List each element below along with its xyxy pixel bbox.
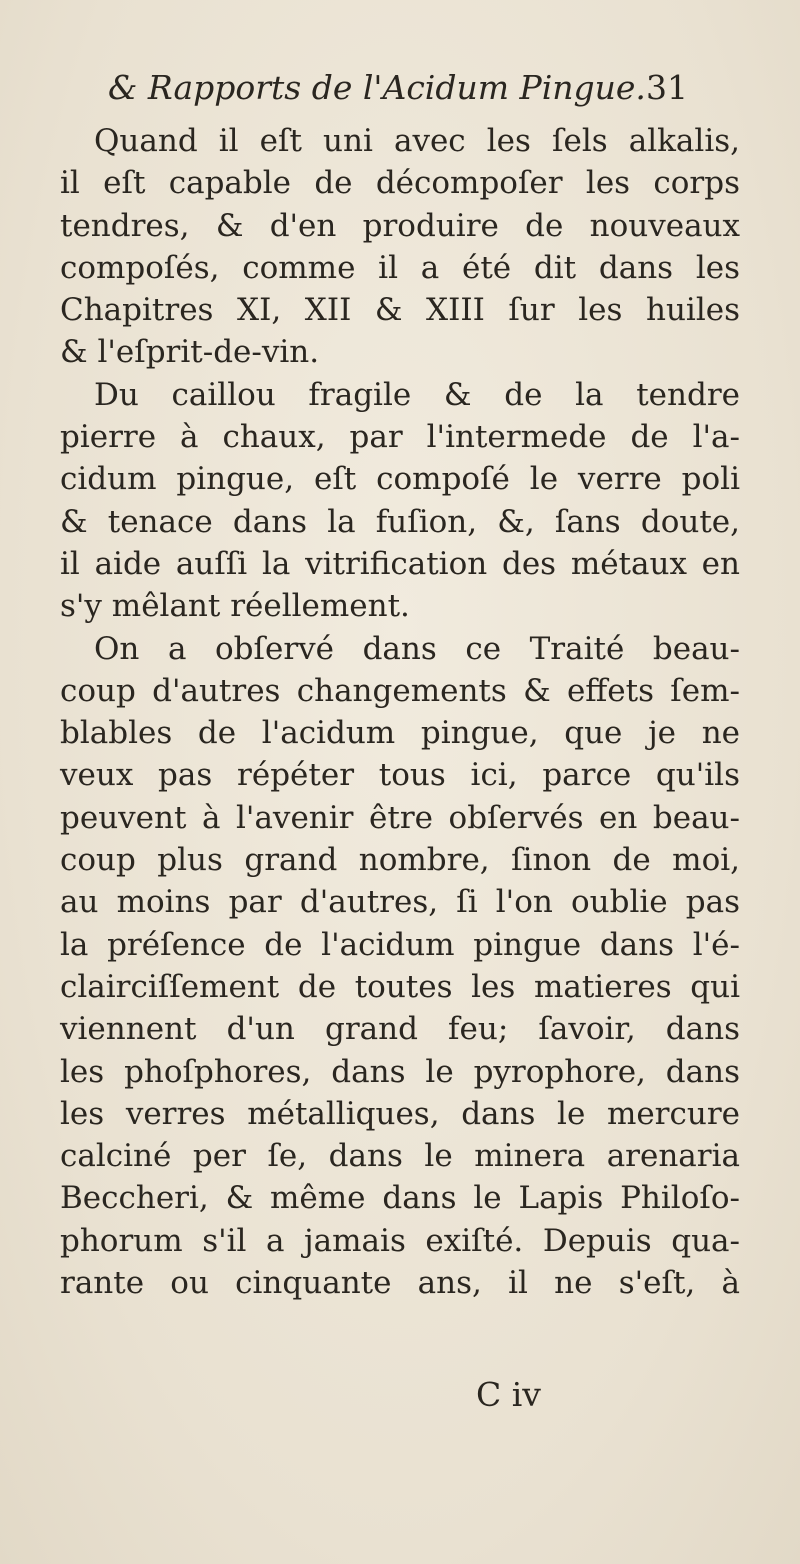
text-line: la préſence de l'acidum pingue dans l'é-: [60, 926, 740, 963]
text-line: coup d'autres changements & effets ſem-: [60, 672, 740, 709]
text-line: veux pas répéter tous ici, parce qu'ils: [60, 757, 740, 794]
text-line: & l'eſprit-de-vin.: [60, 334, 320, 371]
text-line: s'y mêlant réellement.: [60, 588, 410, 625]
text-line: Quand il eſt uni avec les ſels alkalis,: [94, 123, 740, 159]
text-line: coup plus grand nombre, ſinon de moi,: [60, 842, 740, 879]
text-line: pierre à chaux, par l'intermede de l'a-: [60, 419, 740, 456]
text-line: & tenace dans la fuſion, &, ſans doute,: [60, 503, 740, 540]
text-line: clairciſſement de toutes les matieres qui: [60, 968, 740, 1005]
signature-mark: C iv: [476, 1375, 541, 1414]
text-line: au moins par d'autres, ſi l'on oublie pas: [60, 884, 740, 921]
text-line: tendres, & d'en produire de nouveaux: [60, 207, 740, 244]
text-line: On a obſervé dans ce Traité beau-: [94, 630, 740, 667]
text-line: compoſés, comme il a été dit dans les: [60, 249, 740, 286]
page-number: 31: [646, 68, 688, 107]
text-line: Du caillou fragile & de la tendre: [94, 376, 740, 413]
text-line: peuvent à l'avenir être obſervés en beau-: [60, 799, 740, 836]
text-line: viennent d'un grand feu; ſavoir, dans: [60, 1011, 740, 1048]
page-header: [108, 68, 688, 118]
body-text: [60, 120, 740, 1304]
text-line: phorum s'il a jamais exiſté. Depuis qua-: [60, 1222, 740, 1259]
text-line: il eſt capable de décompoſer les corps: [60, 165, 740, 202]
text-line: les verres métalliques, dans le mercure: [60, 1095, 740, 1132]
text-line: rante ou cinquante ans, il ne s'eſt, à: [60, 1265, 740, 1302]
text-line: calciné per ſe, dans le minera arenaria: [60, 1138, 740, 1175]
text-line: Beccheri, & même dans le Lapis Philoſo-: [60, 1180, 740, 1217]
text-line: les phoſphores, dans le pyrophore, dans: [60, 1053, 740, 1090]
running-title: & Rapports de l'Acidum Pingue.: [108, 68, 646, 107]
text-line: il aide auſſi la vitrification des métaux en: [60, 545, 740, 582]
text-line: cidum pingue, eſt compoſé le verre poli: [60, 461, 740, 498]
text-line: Chapitres XI, XII & XIII ſur les huiles: [60, 292, 740, 329]
text-line: blables de l'acidum pingue, que je ne: [60, 715, 740, 752]
